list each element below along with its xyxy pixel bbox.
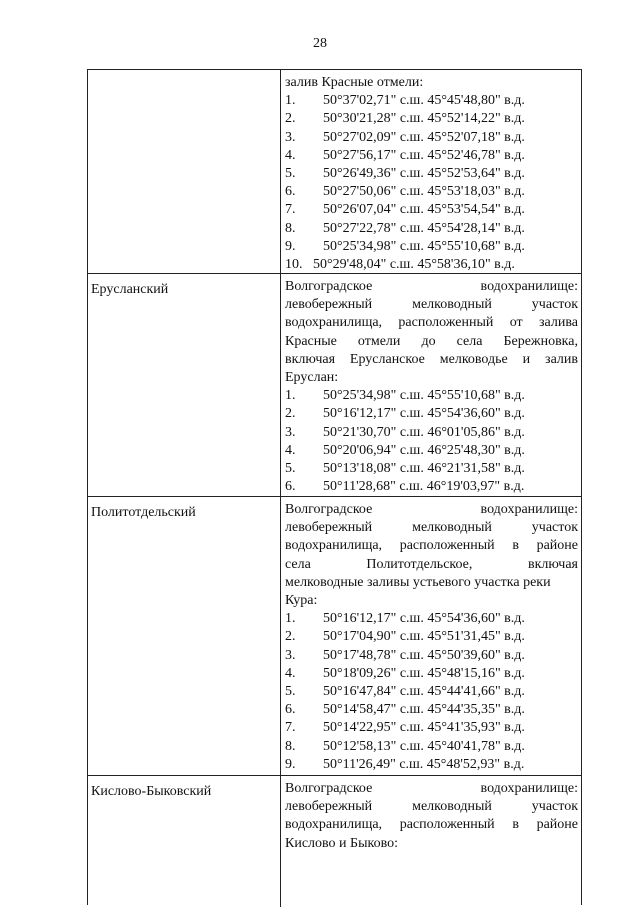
description-line: Еруслан: xyxy=(285,370,339,386)
point-number: 6. xyxy=(285,479,296,495)
zone-name-cell xyxy=(88,70,281,273)
description-line: Кислово и Быково: xyxy=(285,835,398,851)
point-number: 8. xyxy=(285,738,296,754)
coordinate-point xyxy=(285,460,578,478)
point-number: 4. xyxy=(285,442,296,458)
description-line: мелководные заливы устьевого участка реки Кура: xyxy=(285,574,551,609)
point-coordinates: 50°11'28,68" с.ш. 46°19'03,97" в.д. xyxy=(323,479,525,495)
description-line: Волгоградское водохранилище: xyxy=(285,279,578,294)
point-coordinates: 50°12'58,13" с.ш. 45°40'41,78" в.д. xyxy=(323,738,525,754)
zone-description-cell xyxy=(285,780,578,853)
point-coordinates: 50°20'06,94" с.ш. 46°25'48,30" в.д. xyxy=(323,442,525,458)
description-line: залив Красные отмели: xyxy=(285,75,424,90)
coordinate-point xyxy=(285,665,578,683)
description-line: водохранилища, расположенный от залива xyxy=(285,315,578,331)
point-number: 8. xyxy=(285,220,296,236)
point-number: 3. xyxy=(285,129,296,145)
point-coordinates: 50°13'18,08" с.ш. 46°21'31,58" в.д. xyxy=(323,461,525,477)
point-number: 7. xyxy=(285,202,296,218)
point-number: 1. xyxy=(285,93,296,109)
coordinate-point xyxy=(285,165,578,183)
description-line: левобережный мелководный участок xyxy=(285,520,578,536)
coordinate-point xyxy=(285,201,578,219)
coordinate-point xyxy=(285,256,578,274)
point-number: 10. xyxy=(285,257,303,273)
table-row xyxy=(88,70,581,273)
point-coordinates: 50°14'58,47" с.ш. 45°44'35,35" в.д. xyxy=(323,702,525,718)
point-number: 9. xyxy=(285,238,296,254)
table-row xyxy=(88,496,581,776)
point-number: 3. xyxy=(285,647,296,663)
point-coordinates: 50°29'48,04" с.ш. 45°58'36,10" в.д. xyxy=(313,257,515,273)
point-number: 6. xyxy=(285,184,296,200)
point-number: 2. xyxy=(285,629,296,645)
coordinate-point xyxy=(285,719,578,737)
point-coordinates: 50°11'26,49" с.ш. 45°48'52,93" в.д. xyxy=(323,756,525,772)
coordinate-point xyxy=(285,147,578,165)
zone-name-cell: Политотдельский xyxy=(88,497,281,776)
coordinate-point xyxy=(285,92,578,110)
coordinate-point xyxy=(285,183,578,201)
coordinate-point xyxy=(285,129,578,147)
point-coordinates: 50°27'02,09" с.ш. 45°52'07,18" в.д. xyxy=(323,129,525,145)
point-number: 7. xyxy=(285,720,296,736)
table-row xyxy=(88,273,581,497)
description-line: Волгоградское водохранилище: xyxy=(285,502,578,517)
point-coordinates: 50°25'34,98" с.ш. 45°55'10,68" в.д. xyxy=(323,238,525,254)
point-number: 5. xyxy=(285,166,296,182)
coordinate-point xyxy=(285,478,578,496)
point-number: 2. xyxy=(285,111,296,127)
point-coordinates: 50°16'12,17" с.ш. 45°54'36,60" в.д. xyxy=(323,611,525,627)
coordinate-point xyxy=(285,610,578,628)
point-number: 9. xyxy=(285,756,296,772)
coordinate-point xyxy=(285,387,578,405)
description-line: включая Еруслaнское мелководье и залив xyxy=(285,351,578,367)
point-coordinates: 50°26'07,04" с.ш. 45°53'54,54" в.д. xyxy=(323,202,525,218)
coordinate-point xyxy=(285,738,578,756)
coordinate-point xyxy=(285,110,578,128)
coordinate-point xyxy=(285,701,578,719)
point-number: 5. xyxy=(285,684,296,700)
point-number: 5. xyxy=(285,461,296,477)
point-coordinates: 50°30'21,28" с.ш. 45°52'14,22" в.д. xyxy=(323,111,525,127)
point-coordinates: 50°17'04,90" с.ш. 45°51'31,45" в.д. xyxy=(323,629,525,645)
coordinate-point xyxy=(285,424,578,442)
point-number: 2. xyxy=(285,406,296,422)
point-coordinates: 50°16'47,84" с.ш. 45°44'41,66" в.д. xyxy=(323,684,525,700)
description-line: Красные отмели до села Бережновка, xyxy=(285,333,578,349)
point-coordinates: 50°27'56,17" с.ш. 45°52'46,78" в.д. xyxy=(323,147,525,163)
description-line: водохранилища, расположенный в районе xyxy=(285,538,578,554)
coordinate-point xyxy=(285,442,578,460)
coordinate-point xyxy=(285,683,578,701)
point-coordinates: 50°37'02,71" с.ш. 45°45'48,80" в.д. xyxy=(323,93,525,109)
point-number: 3. xyxy=(285,424,296,440)
point-number: 4. xyxy=(285,147,296,163)
description-line: левобережный мелководный участок xyxy=(285,799,578,815)
coordinate-point xyxy=(285,647,578,665)
coordinate-point xyxy=(285,405,578,423)
point-coordinates: 50°27'22,78" с.ш. 45°54'28,14" в.д. xyxy=(323,220,525,236)
point-coordinates: 50°17'48,78" с.ш. 45°50'39,60" в.д. xyxy=(323,647,525,663)
coordinate-point xyxy=(285,756,578,774)
coordinate-point xyxy=(285,220,578,238)
point-number: 4. xyxy=(285,665,296,681)
description-line: левобережный мелководный участок xyxy=(285,297,578,313)
zone-name-cell: Кислово-Быковский xyxy=(88,776,281,907)
description-line: села Политотдельское, включая xyxy=(285,556,578,572)
coordinate-point xyxy=(285,238,578,256)
point-coordinates: 50°16'12,17" с.ш. 45°54'36,60" в.д. xyxy=(323,406,525,422)
table-row xyxy=(88,775,581,907)
point-coordinates: 50°14'22,95" с.ш. 45°41'35,93" в.д. xyxy=(323,720,525,736)
point-coordinates: 50°25'34,98" с.ш. 45°55'10,68" в.д. xyxy=(323,388,525,404)
zone-description-cell xyxy=(285,501,578,774)
point-number: 1. xyxy=(285,611,296,627)
zone-description-cell xyxy=(285,74,578,274)
point-coordinates: 50°21'30,70" с.ш. 46°01'05,86" в.д. xyxy=(323,424,525,440)
coordinate-point xyxy=(285,628,578,646)
point-coordinates: 50°26'49,36" с.ш. 45°52'53,64" в.д. xyxy=(323,166,525,182)
zone-name-cell: Ерусланский xyxy=(88,274,281,497)
description-line: водохранилища, расположенный в районе xyxy=(285,817,578,833)
zones-table xyxy=(87,69,582,905)
zone-description-cell xyxy=(285,278,578,496)
point-number: 1. xyxy=(285,388,296,404)
page-number: 28 xyxy=(313,36,327,51)
point-number: 6. xyxy=(285,702,296,718)
point-coordinates: 50°18'09,26" с.ш. 45°48'15,16" в.д. xyxy=(323,665,525,681)
description-line: Волгоградское водохранилище: xyxy=(285,781,578,796)
point-coordinates: 50°27'50,06" с.ш. 45°53'18,03" в.д. xyxy=(323,184,525,200)
